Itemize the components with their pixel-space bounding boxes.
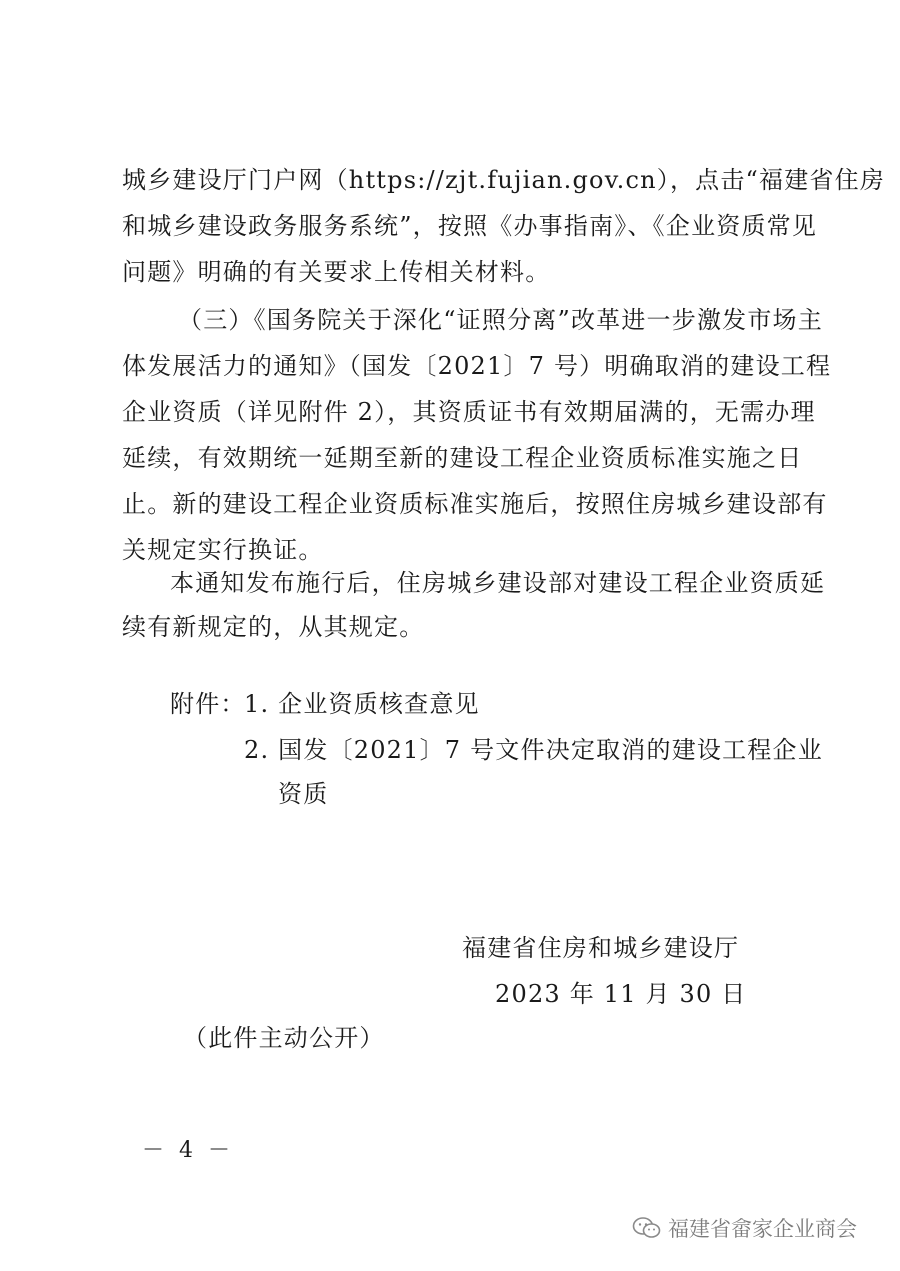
body-text-line: 延续，有效期统一延期至新的建设工程企业资质标准实施之日 — [122, 444, 803, 472]
attachment-item: 2. 国发〔2021〕7 号文件决定取消的建设工程企业 — [244, 736, 823, 764]
attachments-label: 附件： — [170, 690, 246, 718]
body-text-line: 问题》明确的有关要求上传相关材料。 — [122, 258, 551, 286]
signature-organization: 福建省住房和城乡建设厅 — [462, 934, 740, 962]
body-text-line: 企业资质（详见附件 2），其资质证书有效期届满的，无需办理 — [122, 398, 816, 426]
page-number: － 4 － — [142, 1138, 234, 1163]
body-text-line: 和城乡建设政务服务系统”，按照《办事指南》、《企业资质常见 — [122, 212, 818, 240]
wechat-icon — [632, 1216, 662, 1240]
body-text-line: 体发展活力的通知》（国发〔2021〕7 号）明确取消的建设工程 — [122, 352, 832, 380]
body-text-line: 止。新的建设工程企业资质标准实施后，按照住房城乡建设部有 — [122, 490, 828, 518]
body-text-line: （三）《国务院关于深化“证照分离”改革进一步激发市场主 — [178, 306, 823, 334]
public-disclosure-note: （此件主动公开） — [183, 1024, 385, 1052]
wechat-watermark — [632, 1213, 857, 1243]
body-text-line: 本通知发布施行后，住房城乡建设部对建设工程企业资质延 — [170, 569, 826, 597]
body-text-line: 城乡建设厅门户网（https://zjt.fujian.gov.cn），点击“福建省住房 — [122, 166, 886, 194]
attachment-item: 1. 企业资质核查意见 — [244, 690, 480, 718]
signature-date: 2023 年 11 月 30 日 — [495, 980, 747, 1008]
body-text-line: 关规定实行换证。 — [122, 536, 324, 564]
attachment-item-continued: 资质 — [278, 780, 329, 808]
body-text-line: 续有新规定的，从其规定。 — [122, 613, 425, 641]
watermark-text: 福建省畲家企业商会 — [668, 1217, 857, 1241]
